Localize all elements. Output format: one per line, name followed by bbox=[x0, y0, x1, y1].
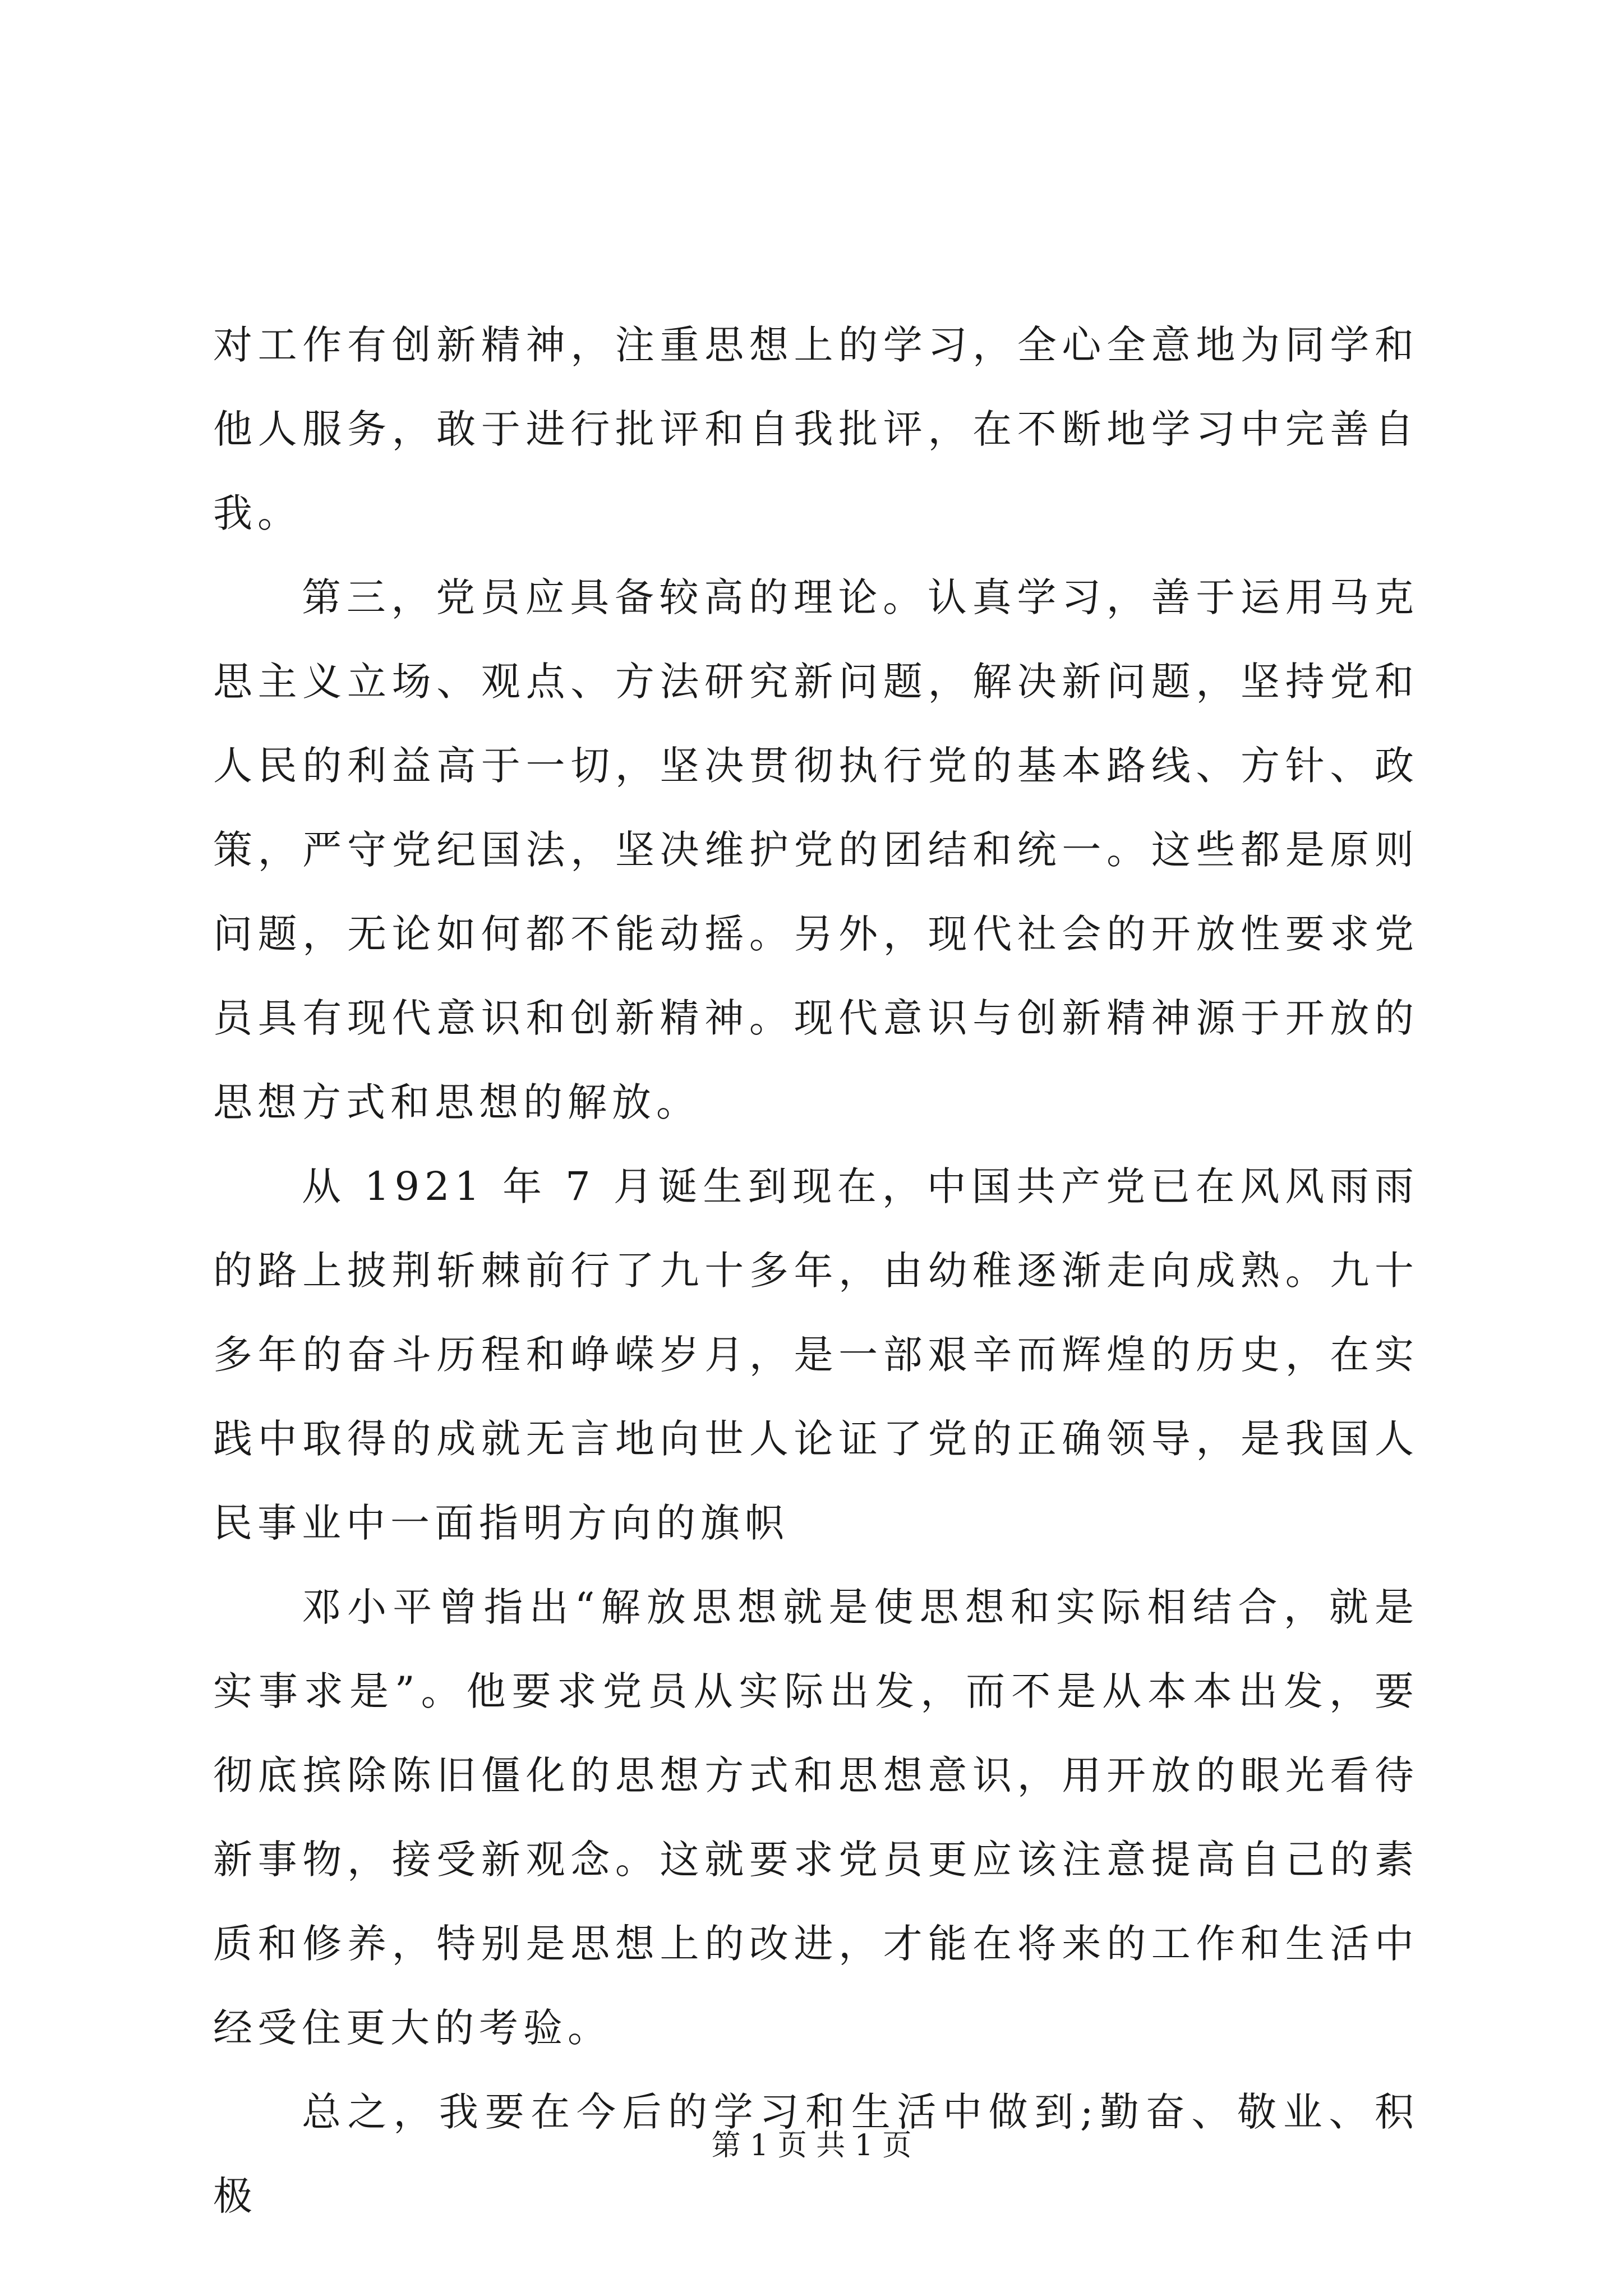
paragraph-2: 第三，党员应具备较高的理论。认真学习，善于运用马克思主义立场、观点、方法研究新问题，解决新问题，坚持党和人民的利益高于一切，坚决贯彻执行党的基本路线、方针、政策，严守党纪国法，坚决维护党的团结和统一。这些都是原则问题，无论如何都不能动摇。另外，现代社会的开放性要求党员具有现代意识和创新精神。现代意识与创新精神源于开放的思想方式和思想的解放。 bbox=[213, 574, 1419, 1125]
paragraph-3: 从 1921 年 7 月诞生到现在，中国共产党已在风风雨雨的路上披荆斩棘前行了九十多年，由幼稚逐渐走向成熟。九十多年的奋斗历程和峥嵘岁月，是一部艰辛而辉煌的历史，在实践中取得的成就无言地向世人论证了党的正确领导，是我国人民事业中一面指明方向的旗帜 bbox=[213, 1163, 1419, 1546]
paragraph-1: 对工作有创新精神，注重思想上的学习，全心全意地为同学和他人服务，敢于进行批评和自我批评，在不断地学习中完善自我。 bbox=[213, 322, 1419, 536]
document-body bbox=[213, 303, 1419, 2238]
paragraph-5: 总之，我要在今后的学习和生活中做到;勤奋、敬业、积极 bbox=[213, 2089, 1419, 2219]
page-footer: 第 1 页 共 1 页 bbox=[711, 2129, 912, 2162]
paragraph-4: 邓小平曾指出“解放思想就是使思想和实际相结合，就是实事求是”。他要求党员从实际出发，而不是从本本出发，要彻底摈除陈旧僵化的思想方式和思想意识，用开放的眼光看待新事物，接受新观念。这就要求党员更应该注意提高自己的素质和修养，特别是思想上的改进，才能在将来的工作和生活中经受住更大的考验。 bbox=[213, 1584, 1419, 2051]
